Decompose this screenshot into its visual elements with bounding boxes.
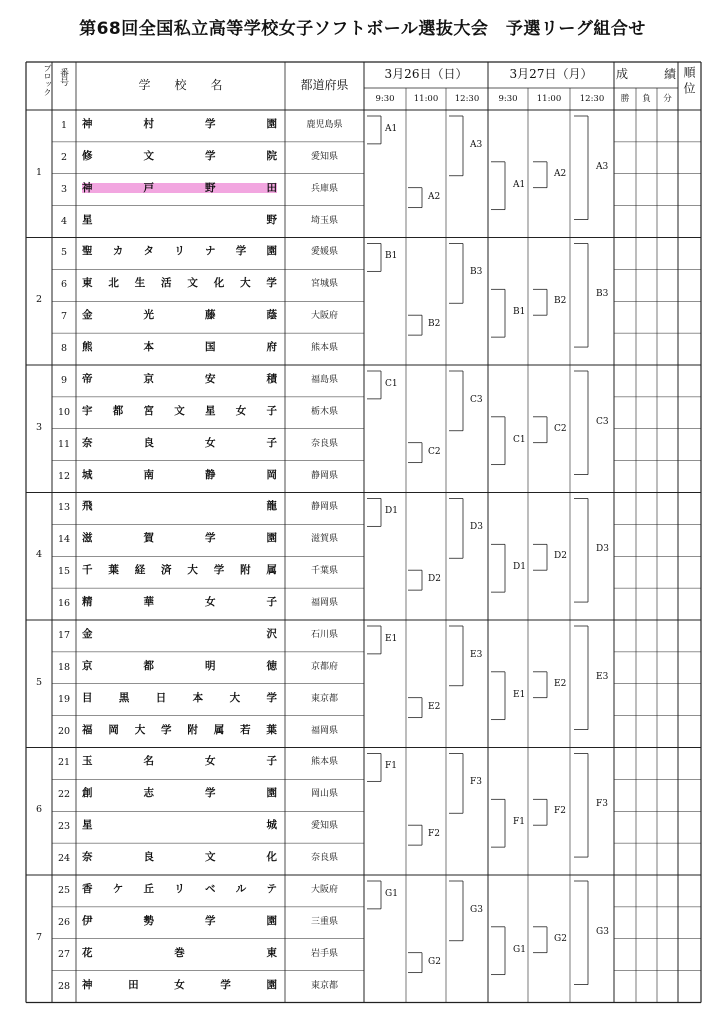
school-name-char: 龍 — [266, 500, 277, 513]
match-label-D2: D2 — [428, 574, 441, 585]
school-name-char: 園 — [266, 787, 277, 800]
block-number: 4 — [35, 549, 43, 561]
school-name-char: 女 — [235, 404, 247, 417]
match-label-C2: C2 — [428, 446, 441, 457]
prefecture: 福岡県 — [310, 598, 338, 609]
team-number: 28 — [57, 980, 71, 992]
header-number: 番号 — [58, 68, 68, 86]
prefecture: 静岡県 — [310, 502, 338, 513]
school-name-char: 大 — [134, 723, 146, 736]
school-name-char: 生 — [134, 277, 146, 290]
match-label-D3: D3 — [470, 522, 483, 533]
school-name — [82, 501, 277, 512]
school-name-char: 東 — [82, 277, 93, 290]
match-label-D2: D2 — [554, 551, 567, 562]
school-name — [82, 246, 277, 257]
match-label-C3: C3 — [596, 416, 609, 427]
school-name-char: 南 — [143, 468, 154, 481]
school-name-char: 都 — [143, 659, 154, 672]
school-name-char: タ — [143, 245, 154, 258]
school-name-char: 奈 — [82, 851, 93, 864]
team-number: 22 — [57, 789, 71, 801]
school-name-char: 若 — [240, 723, 251, 736]
school-name-char: 明 — [205, 659, 216, 672]
match-label-F3: F3 — [596, 799, 608, 810]
match-label-E2: E2 — [554, 678, 567, 689]
header-record: 成 績 — [615, 67, 676, 81]
school-name-char: カ — [112, 245, 124, 258]
school-name — [82, 661, 277, 672]
team-number: 13 — [57, 502, 71, 514]
match-label-G2: G2 — [428, 956, 441, 967]
school-name-char: 岡 — [266, 468, 277, 481]
school-name-char: 帝 — [82, 372, 93, 385]
prefecture: 福岡県 — [310, 725, 338, 736]
block-number: 1 — [35, 166, 43, 178]
school-name-char: 巻 — [174, 946, 185, 959]
prefecture: 東京都 — [310, 693, 338, 704]
match-label-A2: A2 — [428, 191, 441, 202]
school-name-char: 賀 — [143, 532, 154, 545]
school-name-char: 修 — [82, 149, 93, 162]
school-name-char: 香 — [82, 882, 93, 895]
school-name-char: 勢 — [143, 914, 154, 927]
prefecture: 兵庫県 — [310, 183, 338, 194]
school-name — [82, 980, 277, 991]
team-number: 14 — [57, 534, 71, 546]
school-name — [82, 374, 277, 385]
school-name-char: 滋 — [82, 532, 93, 545]
match-label-C1: C1 — [385, 378, 398, 389]
school-name-char: 金 — [82, 309, 93, 322]
school-name-char: 目 — [82, 691, 93, 704]
block-number: 3 — [35, 421, 43, 433]
school-name-char: 城 — [266, 819, 277, 832]
school-name-char: 学 — [161, 723, 172, 736]
school-name — [82, 342, 277, 353]
header-time: 11:00 — [536, 94, 562, 104]
school-name-char: 良 — [143, 436, 154, 449]
school-name-char: 宮 — [143, 404, 154, 417]
school-name-char: 化 — [213, 277, 225, 290]
school-name-char: 子 — [266, 755, 277, 768]
prefecture: 奈良県 — [310, 853, 338, 864]
match-label-F2: F2 — [428, 829, 440, 840]
school-name — [82, 693, 277, 704]
school-name-char: ケ — [112, 882, 124, 895]
header-time: 9:30 — [498, 94, 518, 104]
match-label-B3: B3 — [596, 289, 609, 300]
prefecture: 栃木県 — [310, 406, 338, 417]
school-name-char: 神 — [82, 181, 93, 194]
school-name-char: 良 — [143, 851, 154, 864]
match-label-C1: C1 — [513, 434, 526, 445]
school-name-char: 金 — [82, 627, 93, 640]
school-name-char: 葉 — [108, 564, 119, 577]
team-number: 2 — [60, 151, 68, 163]
school-name-char: 学 — [266, 277, 277, 290]
match-label-G3: G3 — [470, 904, 483, 915]
school-name-char: ル — [235, 882, 247, 895]
header-time: 11:00 — [413, 94, 439, 104]
school-name-char: 福 — [82, 723, 93, 736]
team-number: 7 — [60, 311, 68, 323]
prefecture: 千葉県 — [310, 566, 338, 577]
block-number: 6 — [35, 804, 43, 816]
match-label-B1: B1 — [385, 251, 398, 262]
team-number: 3 — [60, 183, 68, 195]
school-name-char: 文 — [205, 851, 216, 864]
school-name-char: 園 — [266, 117, 277, 130]
prefecture: 岡山県 — [310, 789, 338, 800]
school-name — [82, 948, 277, 959]
school-name-char: ナ — [205, 245, 216, 258]
school-name-char: 文 — [187, 277, 198, 290]
team-number: 21 — [57, 757, 71, 769]
team-number: 19 — [57, 693, 71, 705]
header-time: 12:30 — [454, 94, 480, 104]
match-label-B1: B1 — [513, 307, 526, 318]
prefecture: 石川県 — [310, 629, 338, 640]
header-day2: 3月27日（月） — [509, 67, 593, 81]
prefecture: 滋賀県 — [310, 534, 338, 545]
school-name-char: 野 — [205, 181, 216, 194]
school-name-char: 学 — [213, 564, 225, 577]
team-number: 6 — [60, 279, 68, 291]
school-name-char: 園 — [266, 245, 277, 258]
school-name-char: テ — [266, 882, 277, 895]
school-name-char: 聖 — [82, 245, 93, 258]
school-name-char: 附 — [240, 564, 251, 577]
school-name-char: 星 — [82, 819, 93, 832]
match-label-A1: A1 — [385, 123, 398, 134]
school-name-char: 附 — [187, 723, 198, 736]
school-name-char: 園 — [266, 914, 277, 927]
prefecture: 熊本県 — [310, 757, 338, 768]
match-label-B3: B3 — [470, 267, 483, 278]
school-name-char: 千 — [82, 564, 93, 577]
team-number: 15 — [57, 566, 71, 578]
header-rank: 順位 — [682, 66, 696, 98]
prefecture: 宮城県 — [310, 279, 338, 290]
prefecture: 愛知県 — [310, 151, 338, 162]
team-number: 5 — [60, 247, 68, 259]
school-name-char: 活 — [161, 277, 172, 290]
team-number: 16 — [57, 598, 71, 610]
school-name-char: 丘 — [143, 882, 154, 895]
school-name — [82, 884, 277, 895]
school-name-char: 星 — [205, 404, 216, 417]
school-name-char: 宇 — [82, 404, 93, 417]
school-name-char: 学 — [205, 914, 216, 927]
header-day1: 3月26日（日） — [384, 67, 468, 81]
school-name — [82, 151, 277, 162]
school-name-char: リ — [174, 245, 185, 258]
school-name-char: 徳 — [266, 659, 277, 672]
school-name-char: 属 — [266, 564, 277, 577]
school-name — [82, 852, 277, 863]
prefecture: 熊本県 — [310, 343, 338, 354]
match-label-A3: A3 — [596, 161, 609, 172]
prefecture: 岩手県 — [310, 948, 338, 959]
prefecture: 大阪府 — [310, 311, 338, 322]
match-label-A1: A1 — [513, 179, 526, 190]
school-name-char: 京 — [82, 659, 93, 672]
school-name-char: 創 — [82, 787, 93, 800]
school-name-char: 城 — [82, 468, 93, 481]
school-name-char: 院 — [266, 149, 277, 162]
school-name-char: 花 — [82, 946, 93, 959]
school-name-char: 子 — [266, 436, 277, 449]
school-name — [82, 597, 277, 608]
school-name-char: 星 — [82, 213, 93, 226]
school-name-char: 玉 — [82, 755, 93, 768]
school-name-char: 安 — [205, 372, 216, 385]
school-name-char: 田 — [128, 978, 139, 991]
team-number: 10 — [57, 406, 71, 418]
school-name-char: 伊 — [82, 914, 93, 927]
school-name-char: 静 — [205, 468, 216, 481]
team-number: 20 — [57, 725, 71, 737]
team-number: 8 — [60, 343, 68, 355]
header-record-col: 分 — [663, 94, 672, 104]
prefecture: 京都府 — [310, 661, 338, 672]
school-name-char: 大 — [187, 564, 198, 577]
prefecture: 埼玉県 — [310, 215, 338, 226]
school-name-char: 子 — [266, 596, 277, 609]
school-name-char: 済 — [161, 564, 172, 577]
block-number: 5 — [35, 676, 43, 688]
school-name-char: 藤 — [205, 309, 216, 322]
prefecture: 福島県 — [310, 374, 338, 385]
team-number: 23 — [57, 821, 71, 833]
school-name — [82, 470, 277, 481]
team-number: 24 — [57, 853, 71, 865]
match-label-A3: A3 — [470, 139, 483, 150]
school-name-char: 女 — [205, 596, 216, 609]
prefecture: 愛媛県 — [310, 247, 338, 258]
match-label-C2: C2 — [554, 423, 567, 434]
match-label-E1: E1 — [513, 689, 526, 700]
school-name-char: 精 — [82, 596, 93, 609]
school-name-char: 蔭 — [266, 309, 277, 322]
school-name-char: 女 — [205, 436, 216, 449]
match-label-B2: B2 — [428, 319, 441, 330]
match-label-C3: C3 — [470, 394, 483, 405]
school-name-char: 華 — [143, 596, 154, 609]
match-label-B2: B2 — [554, 296, 567, 307]
match-label-A2: A2 — [554, 168, 567, 179]
school-name — [82, 406, 277, 417]
team-number: 1 — [60, 119, 68, 131]
school-name — [82, 788, 277, 799]
school-name-char: 葉 — [266, 723, 277, 736]
team-number: 9 — [60, 374, 68, 386]
match-label-E3: E3 — [470, 649, 483, 660]
header-prefecture: 都道府県 — [300, 78, 349, 92]
team-number: 17 — [57, 629, 71, 641]
header-record-col: 負 — [642, 94, 651, 104]
school-name-char: 飛 — [82, 500, 93, 513]
match-label-G2: G2 — [554, 933, 567, 944]
prefecture: 三重県 — [310, 916, 338, 927]
school-name — [82, 215, 277, 226]
school-name-char: 大 — [240, 277, 251, 290]
team-number: 12 — [57, 470, 71, 482]
school-name-char: ベ — [205, 882, 216, 895]
school-name-char: 府 — [266, 341, 277, 354]
match-label-F3: F3 — [470, 777, 482, 788]
school-name-char: 名 — [143, 755, 154, 768]
match-label-E2: E2 — [428, 701, 441, 712]
prefecture: 奈良県 — [310, 438, 338, 449]
school-name — [82, 310, 277, 321]
match-label-E1: E1 — [385, 633, 398, 644]
school-name — [82, 629, 277, 640]
team-number: 18 — [57, 661, 71, 673]
school-name-char: 国 — [205, 341, 216, 354]
school-name-char: 学 — [235, 245, 247, 258]
team-number: 4 — [60, 215, 68, 227]
match-label-F1: F1 — [385, 761, 397, 772]
block-number: 2 — [35, 294, 43, 306]
school-name-char: 園 — [266, 978, 277, 991]
school-name-char: 学 — [266, 691, 277, 704]
school-name — [82, 820, 277, 831]
header-time: 9:30 — [375, 94, 395, 104]
match-label-D3: D3 — [596, 544, 609, 555]
team-number: 27 — [57, 948, 71, 960]
school-name-char: 熊 — [82, 341, 93, 354]
school-name-char: 東 — [266, 946, 277, 959]
school-name-char: 積 — [266, 372, 277, 385]
match-label-G1: G1 — [513, 944, 526, 955]
school-name — [82, 278, 277, 289]
match-label-F2: F2 — [554, 806, 566, 817]
match-label-F1: F1 — [513, 817, 525, 828]
school-name — [82, 119, 277, 130]
prefecture: 静岡県 — [310, 470, 338, 481]
header-time: 12:30 — [579, 94, 605, 104]
school-name-char: 学 — [205, 532, 216, 545]
school-name — [82, 916, 277, 927]
team-number: 26 — [57, 916, 71, 928]
match-label-E3: E3 — [596, 671, 609, 682]
school-name-char: 神 — [82, 978, 93, 991]
school-name-char: 北 — [108, 277, 119, 290]
header-block: ブロック — [43, 64, 52, 96]
school-name — [82, 725, 277, 736]
school-name — [82, 533, 277, 544]
block-number: 7 — [35, 931, 43, 943]
match-label-G3: G3 — [596, 926, 609, 937]
school-name-char: 京 — [143, 372, 154, 385]
school-name-char: 属 — [213, 723, 225, 736]
team-number: 11 — [57, 438, 71, 450]
school-name-char: 学 — [205, 149, 216, 162]
school-name-char: 学 — [205, 117, 216, 130]
school-name — [82, 183, 277, 194]
school-name-char: 岡 — [108, 723, 119, 736]
school-name-char: 日 — [155, 691, 167, 704]
school-name-char: 戸 — [143, 181, 154, 194]
school-name-char: 野 — [266, 213, 277, 226]
prefecture: 愛知県 — [310, 821, 338, 832]
school-name-char: 化 — [266, 851, 277, 864]
school-name-char: 沢 — [266, 627, 277, 640]
school-name-char: 神 — [82, 117, 93, 130]
school-name-char: 学 — [220, 978, 231, 991]
header-record-col: 勝 — [620, 94, 630, 104]
school-name-char: 子 — [266, 404, 277, 417]
school-name-char: 村 — [143, 117, 154, 130]
prefecture: 東京都 — [310, 980, 338, 991]
school-name — [82, 756, 277, 767]
school-name-char: 学 — [205, 787, 216, 800]
school-name-char: 園 — [266, 532, 277, 545]
school-name-char: 田 — [266, 181, 277, 194]
school-name-char: 女 — [174, 978, 185, 991]
school-name-char: 経 — [134, 564, 146, 577]
match-label-D1: D1 — [513, 562, 526, 573]
school-name-char: 大 — [229, 691, 241, 704]
school-name-char: 女 — [205, 755, 216, 768]
prefecture: 鹿児島県 — [306, 119, 343, 130]
school-name-char: 黒 — [118, 691, 130, 704]
page-title: 第68回全国私立高等学校女子ソフトボール選抜大会 予選リーグ組合せ — [79, 19, 646, 39]
match-label-D1: D1 — [385, 506, 398, 517]
school-name-char: 志 — [143, 787, 154, 800]
school-name-char: 奈 — [82, 436, 93, 449]
match-label-G1: G1 — [385, 888, 398, 899]
school-name-char: リ — [174, 882, 185, 895]
header-school: 学 校 名 — [138, 78, 223, 92]
school-name-char: 文 — [174, 404, 185, 417]
school-name-char: 文 — [143, 149, 154, 162]
school-name-char: 光 — [143, 309, 154, 322]
school-name — [82, 565, 277, 576]
prefecture: 大阪府 — [310, 884, 338, 895]
school-name-char: 本 — [192, 691, 204, 704]
school-name-char: 都 — [112, 404, 124, 417]
school-name — [82, 438, 277, 449]
school-name-char: 本 — [143, 341, 154, 354]
team-number: 25 — [57, 884, 71, 896]
